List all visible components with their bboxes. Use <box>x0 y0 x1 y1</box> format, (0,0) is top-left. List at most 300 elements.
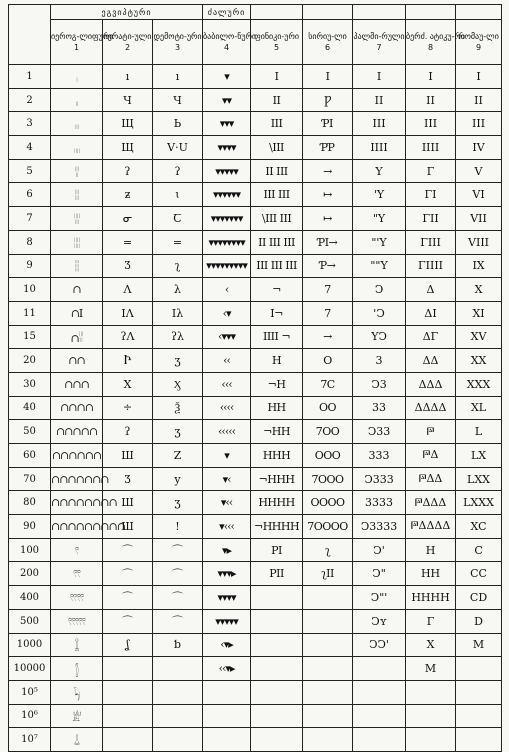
section-header-babylonian: ძალური <box>203 5 251 20</box>
numeral-cell: OOO <box>303 444 353 468</box>
table-row <box>9 515 502 539</box>
numeral-cell: III <box>406 112 456 136</box>
column-label: სირიუ-ლი <box>308 32 347 41</box>
section-header-egyptian: ეგვიპტური <box>51 5 203 20</box>
column-header-4 <box>203 20 257 65</box>
numeral-cell: 𓏻 <box>51 88 103 112</box>
numeral-cell: ʒ <box>153 420 203 444</box>
numeral-cell: Y <box>353 159 406 183</box>
table-row <box>9 254 502 278</box>
numeral-cell <box>456 704 502 728</box>
numeral-cell: ʅ <box>303 538 353 562</box>
row-value: 9 <box>9 254 51 278</box>
row-value: 500 <box>9 609 51 633</box>
numeral-cell: Ↄ"' <box>353 586 406 610</box>
numeral-cell <box>353 680 406 704</box>
numeral-cell: OOOO <box>303 491 353 515</box>
numeral-cell: Ꞇ <box>153 207 203 231</box>
numeral-cell: ‹‹‹‹ <box>203 396 251 420</box>
numeral-cell: ƤI <box>303 112 353 136</box>
section-header-blank-7 <box>353 5 406 20</box>
numeral-cell: ΓII <box>406 207 456 231</box>
numeral-cell <box>406 704 456 728</box>
numeral-cell: 7 <box>303 278 353 302</box>
numeral-cell: 𐅄Δ <box>406 444 456 468</box>
numeral-cell: II <box>251 88 303 112</box>
table-row <box>9 562 502 586</box>
numeral-cell: ʒ <box>153 491 203 515</box>
numeral-cell: ı <box>103 65 153 89</box>
row-value: 200 <box>9 562 51 586</box>
numeral-cell: Ↄ <box>353 278 406 302</box>
numeral-cell: Ↄ333 <box>353 467 406 491</box>
numeral-cell: Ʒ <box>103 254 153 278</box>
numeral-cell: Γ <box>406 609 456 633</box>
numeral-cell <box>153 728 203 752</box>
row-value: 20 <box>9 349 51 373</box>
numeral-cell: ɩ <box>153 183 203 207</box>
numeral-cell: 'Ↄ <box>353 301 406 325</box>
numeral-cell: ▾▾▾▾▾▾▾▾▾ <box>203 254 251 278</box>
numeral-cell: CD <box>456 586 502 610</box>
row-value: 4 <box>9 136 51 160</box>
table-row <box>9 349 502 373</box>
numeral-cell: ΓIIII <box>406 254 456 278</box>
column-header-7 <box>353 20 406 65</box>
numeral-cell: ΔΓ <box>406 325 456 349</box>
numeral-cell: ʒ <box>153 349 203 373</box>
numeral-cell: L <box>456 420 502 444</box>
column-header-9 <box>456 20 502 65</box>
numeral-cell: Ʒ <box>103 467 153 491</box>
section-header-blank-5 <box>251 5 303 20</box>
numeral-cell: 𓐁 <box>51 230 103 254</box>
numeral-cell: ‹‹ <box>203 349 251 373</box>
row-value: 1000 <box>9 633 51 657</box>
row-value: 100 <box>9 538 51 562</box>
numeral-cell: Ƥ→ <box>303 254 353 278</box>
row-value: 2 <box>9 88 51 112</box>
numeral-cell <box>303 728 353 752</box>
numeral-cell: Ч <box>103 88 153 112</box>
numeral-cell: ▾ <box>203 444 251 468</box>
numeral-cell: M <box>406 657 456 681</box>
row-value: 10⁵ <box>9 680 51 704</box>
numeral-cell: XX <box>456 349 502 373</box>
numeral-cell: = <box>103 230 153 254</box>
numeral-cell: ʆ <box>103 633 153 657</box>
row-value: 11 <box>9 301 51 325</box>
numeral-cell: 𓍑 <box>51 728 103 752</box>
numeral-cell: ⌒ <box>103 609 153 633</box>
table-row <box>9 704 502 728</box>
numeral-cell: ΔΔΔΔ <box>406 396 456 420</box>
numeral-cell <box>203 704 251 728</box>
numeral-cell: ⌒ <box>153 609 203 633</box>
column-label: ფინიკი-ური <box>254 32 299 41</box>
numeral-cell: ↃↃ' <box>353 633 406 657</box>
numeral-cell: ᓂ <box>103 207 153 231</box>
numeral-cell: 7OOOO <box>303 515 353 539</box>
row-value: 10 <box>9 278 51 302</box>
numeral-cell: → <box>303 325 353 349</box>
numeral-cell: 𓏼 <box>51 112 103 136</box>
numeral-cell: 'Y <box>353 183 406 207</box>
numeral-cell: II III <box>251 159 303 183</box>
numeral-cell: HHHH <box>406 586 456 610</box>
numeral-cell: Λ <box>103 278 153 302</box>
numeral-cell: 3 <box>353 349 406 373</box>
numeral-cell: 𓏾 <box>51 159 103 183</box>
numeral-cell: 𓏿 <box>51 183 103 207</box>
numeral-cell: 𓐀 <box>51 207 103 231</box>
numeral-cell: ƤI→ <box>303 230 353 254</box>
numeral-cell: M <box>456 633 502 657</box>
numeral-cell: II III III <box>251 230 303 254</box>
numeral-cell: ¬ <box>251 278 303 302</box>
numeral-cell <box>353 657 406 681</box>
numeral-cell: ""Y <box>353 254 406 278</box>
section-header-blank-6 <box>303 5 353 20</box>
column-header-6 <box>303 20 353 65</box>
numeral-cell: C <box>456 538 502 562</box>
numeral-cell: 33 <box>353 396 406 420</box>
numeral-cell: 𐅄 <box>406 420 456 444</box>
numeral-cell: Ӽ <box>153 372 203 396</box>
table-row <box>9 396 502 420</box>
numeral-cell: ▾‹ <box>203 467 251 491</box>
numeral-cell: VIII <box>456 230 502 254</box>
column-label: იერატი-ული <box>103 32 152 41</box>
table-row <box>9 586 502 610</box>
numeral-cell: Ƿ <box>303 88 353 112</box>
numeral-cell: Z <box>153 444 203 468</box>
row-value: 30 <box>9 372 51 396</box>
table-row <box>9 491 502 515</box>
numeral-cell: 𓍢𓍢𓍢𓍢 <box>51 586 103 610</box>
numeral-cell <box>303 586 353 610</box>
numeral-cell: = <box>153 230 203 254</box>
numeral-cell: Ↄ33 <box>353 420 406 444</box>
numeral-cell: ▾▾ <box>203 88 251 112</box>
numeral-cell: 𓁨 <box>51 704 103 728</box>
numeral-cell: LXX <box>456 467 502 491</box>
row-value: 8 <box>9 230 51 254</box>
row-value: 10000 <box>9 657 51 681</box>
numeral-cell: ¬H <box>251 372 303 396</box>
numeral-cell: ▾‹‹‹ <box>203 515 251 539</box>
row-value: 60 <box>9 444 51 468</box>
numeral-cell: ‹▾▸ <box>203 633 251 657</box>
numeral-cell: \III <box>251 136 303 160</box>
numeral-cell: 7 <box>303 301 353 325</box>
numeral-cell: Δ <box>406 278 456 302</box>
numeral-cell: Ш <box>103 515 153 539</box>
numeral-cell <box>251 680 303 704</box>
numeral-cell: 𓍢𓍢𓍢𓍢𓍢 <box>51 609 103 633</box>
table-row <box>9 657 502 681</box>
numeral-systems-table <box>8 4 502 752</box>
numeral-cell: ʔ <box>103 420 153 444</box>
numeral-cell: ∩∩∩∩∩ <box>51 420 103 444</box>
numeral-cell: ʅ <box>153 254 203 278</box>
numeral-cell: y <box>153 467 203 491</box>
numeral-cell: ∩∩∩∩∩∩∩ <box>51 467 103 491</box>
numeral-cell: ¬HHHH <box>251 515 303 539</box>
numeral-cell: I <box>251 65 303 89</box>
table-row <box>9 325 502 349</box>
table-row <box>9 538 502 562</box>
table-row <box>9 112 502 136</box>
numeral-cell: HHH <box>251 444 303 468</box>
numeral-cell: ƤƤ <box>303 136 353 160</box>
column-label: პალმი-რული <box>353 32 405 41</box>
numeral-cell: ΔI <box>406 301 456 325</box>
row-value: 6 <box>9 183 51 207</box>
numeral-cell: Щ <box>103 112 153 136</box>
numeral-cell: HH <box>251 396 303 420</box>
numeral-cell: I <box>353 65 406 89</box>
numeral-cell: II <box>456 88 502 112</box>
numeral-cell: ¬HH <box>251 420 303 444</box>
row-value: 50 <box>9 420 51 444</box>
section-header-blank-8 <box>406 5 456 20</box>
numeral-cell: IIII ¬ <box>251 325 303 349</box>
numeral-cell: ▾▾▾▾▾▾ <box>203 183 251 207</box>
numeral-cell <box>406 728 456 752</box>
numeral-cell <box>103 657 153 681</box>
numeral-cell: X <box>406 633 456 657</box>
numeral-cell: ‹‹‹‹‹ <box>203 420 251 444</box>
table-row <box>9 609 502 633</box>
numeral-cell: III <box>456 112 502 136</box>
table-row <box>9 728 502 752</box>
numeral-cell: 𓂭 <box>51 657 103 681</box>
column-label: ბერძ. ატიკუ-რი <box>406 32 465 41</box>
row-value: 7 <box>9 207 51 231</box>
numeral-cell: ‹‹▾▸ <box>203 657 251 681</box>
numeral-cell: Γ <box>406 159 456 183</box>
column-number: 3 <box>174 43 181 52</box>
numeral-cell: ▾‹‹ <box>203 491 251 515</box>
numeral-cell: → <box>303 159 353 183</box>
numeral-cell: ▾▾▾ <box>203 112 251 136</box>
numeral-cell: X <box>456 278 502 302</box>
numeral-cell: ‹▾ <box>203 301 251 325</box>
table-row <box>9 136 502 160</box>
numeral-cell: I <box>303 65 353 89</box>
numeral-cell: PII <box>251 562 303 586</box>
numeral-cell: ¬HHH <box>251 467 303 491</box>
column-number: 8 <box>427 43 434 52</box>
table-row <box>9 420 502 444</box>
table-row <box>9 372 502 396</box>
table-row <box>9 88 502 112</box>
numeral-cell: V <box>456 159 502 183</box>
row-value: 3 <box>9 112 51 136</box>
numeral-cell: ! <box>153 515 203 539</box>
numeral-cell: III <box>353 112 406 136</box>
numeral-cell: ΓI <box>406 183 456 207</box>
numeral-cell: ‹ <box>203 278 251 302</box>
numeral-cell: Ↄ' <box>353 538 406 562</box>
column-number: 5 <box>273 43 280 52</box>
numeral-cell: ∩∩∩∩∩∩∩∩∩ <box>51 515 103 539</box>
numeral-cell: 𓆼 <box>51 633 103 657</box>
numeral-cell <box>251 633 303 657</box>
numeral-cell: ▾▾▾▾▾▾▾ <box>203 207 251 231</box>
table-row <box>9 467 502 491</box>
numeral-cell: ⌒ <box>153 562 203 586</box>
table-row <box>9 633 502 657</box>
numeral-cell: ∩∩∩∩ <box>51 396 103 420</box>
numeral-cell: X <box>103 372 153 396</box>
numeral-cell: XC <box>456 515 502 539</box>
numeral-cell: ʔ <box>153 159 203 183</box>
column-number: 4 <box>223 43 230 52</box>
numeral-cell <box>456 680 502 704</box>
table-row <box>9 183 502 207</box>
numeral-cell: VI <box>456 183 502 207</box>
numeral-cell: IIII <box>406 136 456 160</box>
numeral-cell: ΓIII <box>406 230 456 254</box>
row-value: 10⁷ <box>9 728 51 752</box>
numeral-cell: IIII <box>353 136 406 160</box>
numeral-cell: ▾▾▾▾▾ <box>203 609 251 633</box>
row-value: 10⁶ <box>9 704 51 728</box>
numeral-cell: 𓐂 <box>51 254 103 278</box>
numeral-cell <box>303 680 353 704</box>
numeral-cell: XI <box>456 301 502 325</box>
numeral-cell: ⌒ <box>103 586 153 610</box>
numeral-cell: OO <box>303 396 353 420</box>
numeral-cell: 𐅄ΔΔΔΔ <box>406 515 456 539</box>
numeral-cell: ʔ <box>103 159 153 183</box>
numeral-cell: ⌒ <box>103 538 153 562</box>
column-header-1 <box>51 20 114 65</box>
numeral-cell: ⌒ <box>103 562 153 586</box>
numeral-cell: H <box>406 538 456 562</box>
numeral-cell: ΔΔΔ <box>406 372 456 396</box>
column-number: 1 <box>73 43 80 52</box>
numeral-cell <box>103 704 153 728</box>
column-header-3 <box>153 20 203 65</box>
numeral-cell: HH <box>406 562 456 586</box>
numeral-cell: III <box>251 112 303 136</box>
numeral-cell: III III <box>251 183 303 207</box>
numeral-cell: XV <box>456 325 502 349</box>
numeral-cell: ∩I <box>51 301 103 325</box>
numeral-cell: D <box>456 609 502 633</box>
table-row <box>9 65 502 89</box>
column-header-2 <box>103 20 153 65</box>
numeral-cell: Iλ <box>153 301 203 325</box>
numeral-cell: λ <box>153 278 203 302</box>
numeral-cell: Щ <box>103 136 153 160</box>
table-header <box>9 5 502 65</box>
numeral-cell: ı <box>153 65 203 89</box>
numeral-cell: 𓆐 <box>51 680 103 704</box>
table-row <box>9 207 502 231</box>
numeral-cell: 3333 <box>353 491 406 515</box>
numeral-cell: ↦ <box>303 183 353 207</box>
numeral-cell: 𓍢 <box>51 538 103 562</box>
numeral-cell: II <box>406 88 456 112</box>
numeral-cell: 333 <box>353 444 406 468</box>
numeral-cell: V·U <box>153 136 203 160</box>
numeral-cell: H <box>251 349 303 373</box>
numeral-cell <box>456 728 502 752</box>
numeral-cell: ƶ <box>103 183 153 207</box>
numeral-cell: Ь <box>153 112 203 136</box>
column-header-8 <box>406 20 465 65</box>
numeral-cell: XL <box>456 396 502 420</box>
numeral-cell <box>303 657 353 681</box>
numeral-cell <box>203 680 251 704</box>
numeral-cell <box>251 704 303 728</box>
numeral-cell <box>353 728 406 752</box>
numeral-cell <box>103 680 153 704</box>
numeral-cell: 7OOO <box>303 467 353 491</box>
table-body <box>9 65 502 752</box>
numeral-cell <box>353 704 406 728</box>
table-row <box>9 230 502 254</box>
numeral-cell <box>251 728 303 752</box>
numeral-cell <box>153 704 203 728</box>
row-value: 70 <box>9 467 51 491</box>
numeral-cell: HHHH <box>251 491 303 515</box>
column-label: რომაუ-ლი <box>458 32 499 41</box>
numeral-cell: 𓏽 <box>51 136 103 160</box>
numeral-cell: PI <box>251 538 303 562</box>
numeral-cell <box>251 609 303 633</box>
corner-cell <box>9 5 51 65</box>
numeral-cell <box>251 586 303 610</box>
numeral-cell: LXXX <box>456 491 502 515</box>
numeral-cell <box>303 633 353 657</box>
numeral-cell: O <box>303 349 353 373</box>
numeral-cell <box>406 680 456 704</box>
row-value: 400 <box>9 586 51 610</box>
numeral-cell: ʔλ <box>153 325 203 349</box>
column-number: 2 <box>124 43 131 52</box>
table-row <box>9 278 502 302</box>
numeral-cell: ⌒ <box>153 586 203 610</box>
numeral-cell: ↦ <box>303 207 353 231</box>
numeral-cell: ▾▾▾▾▾▾▾▾ <box>203 230 251 254</box>
table-row <box>9 301 502 325</box>
numeral-cell: I¬ <box>251 301 303 325</box>
numeral-cell: Ↄ3333 <box>353 515 406 539</box>
numeral-cell: 7C <box>303 372 353 396</box>
numeral-cell: III III III <box>251 254 303 278</box>
numeral-cell: ΔΔ <box>406 349 456 373</box>
numeral-cell: ∩∩∩ <box>51 372 103 396</box>
row-value: 15 <box>9 325 51 349</box>
numeral-cell <box>103 728 153 752</box>
column-label: იეროგ-ლიფური <box>51 32 114 41</box>
numeral-cell: XXX <box>456 372 502 396</box>
numeral-cell <box>251 657 303 681</box>
row-value: 5 <box>9 159 51 183</box>
numeral-cell: Ⴡ <box>103 349 153 373</box>
numeral-cell: 7OO <box>303 420 353 444</box>
numeral-cell: "Y <box>353 207 406 231</box>
numeral-cell: ∩∩ <box>51 349 103 373</box>
numeral-cell: ʔΛ <box>103 325 153 349</box>
numeral-cell: ∩∩∩∩∩∩∩∩ <box>51 491 103 515</box>
row-value: 40 <box>9 396 51 420</box>
